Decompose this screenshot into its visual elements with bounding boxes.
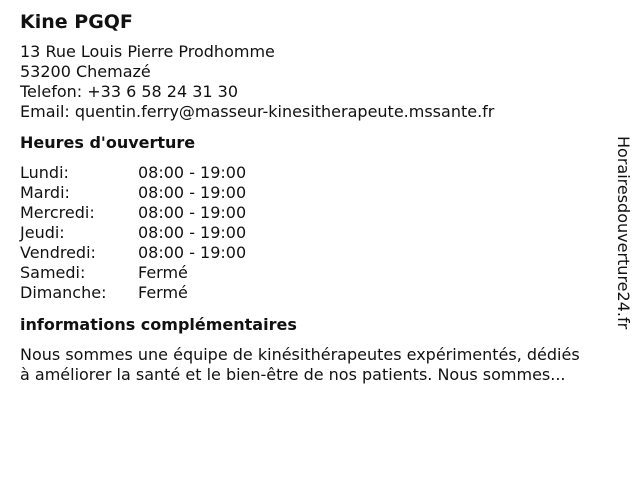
hours-day: Mardi: bbox=[20, 183, 70, 202]
business-card bbox=[20, 10, 610, 385]
hours-time: 08:00 - 19:00 bbox=[138, 223, 247, 242]
hours-day: Dimanche: bbox=[20, 283, 107, 302]
hours-row bbox=[20, 203, 610, 223]
address-line-1: 13 Rue Louis Pierre Prodhomme bbox=[20, 42, 275, 61]
address-line-2: 53200 Chemazé bbox=[20, 62, 151, 81]
hours-day: Mercredi: bbox=[20, 203, 95, 222]
hours-row bbox=[20, 243, 610, 263]
hours-time: 08:00 - 19:00 bbox=[138, 243, 247, 262]
opening-hours-title: Heures d'ouverture bbox=[20, 133, 196, 152]
hours-day: Jeudi: bbox=[20, 223, 65, 242]
opening-hours-list bbox=[20, 163, 610, 303]
hours-time: 08:00 - 19:00 bbox=[138, 203, 247, 222]
hours-day: Lundi: bbox=[20, 163, 69, 182]
hours-row bbox=[20, 183, 610, 203]
phone-line: Telefon: +33 6 58 24 31 30 bbox=[20, 82, 239, 101]
hours-day: Vendredi: bbox=[20, 243, 96, 262]
email-line: Email: quentin.ferry@masseur-kinesitherapeute.mssante.fr bbox=[20, 102, 495, 121]
hours-time: 08:00 - 19:00 bbox=[138, 163, 247, 182]
hours-time: Fermé bbox=[138, 283, 188, 302]
hours-day: Samedi: bbox=[20, 263, 86, 282]
hours-row bbox=[20, 223, 610, 243]
hours-row bbox=[20, 263, 610, 283]
hours-time: Fermé bbox=[138, 263, 188, 282]
site-watermark: Horairesdouverture24.fr bbox=[614, 136, 633, 330]
additional-info-title: informations complémentaires bbox=[20, 315, 297, 334]
hours-row bbox=[20, 163, 610, 183]
additional-info-text: Nous sommes une équipe de kinésithérapeutes expérimentés, dédiés à améliorer la santé et le bien-être de nos patients. Nous sommes... bbox=[20, 345, 580, 384]
business-name: Kine PGQF bbox=[20, 11, 133, 33]
hours-time: 08:00 - 19:00 bbox=[138, 183, 247, 202]
hours-row bbox=[20, 283, 610, 303]
